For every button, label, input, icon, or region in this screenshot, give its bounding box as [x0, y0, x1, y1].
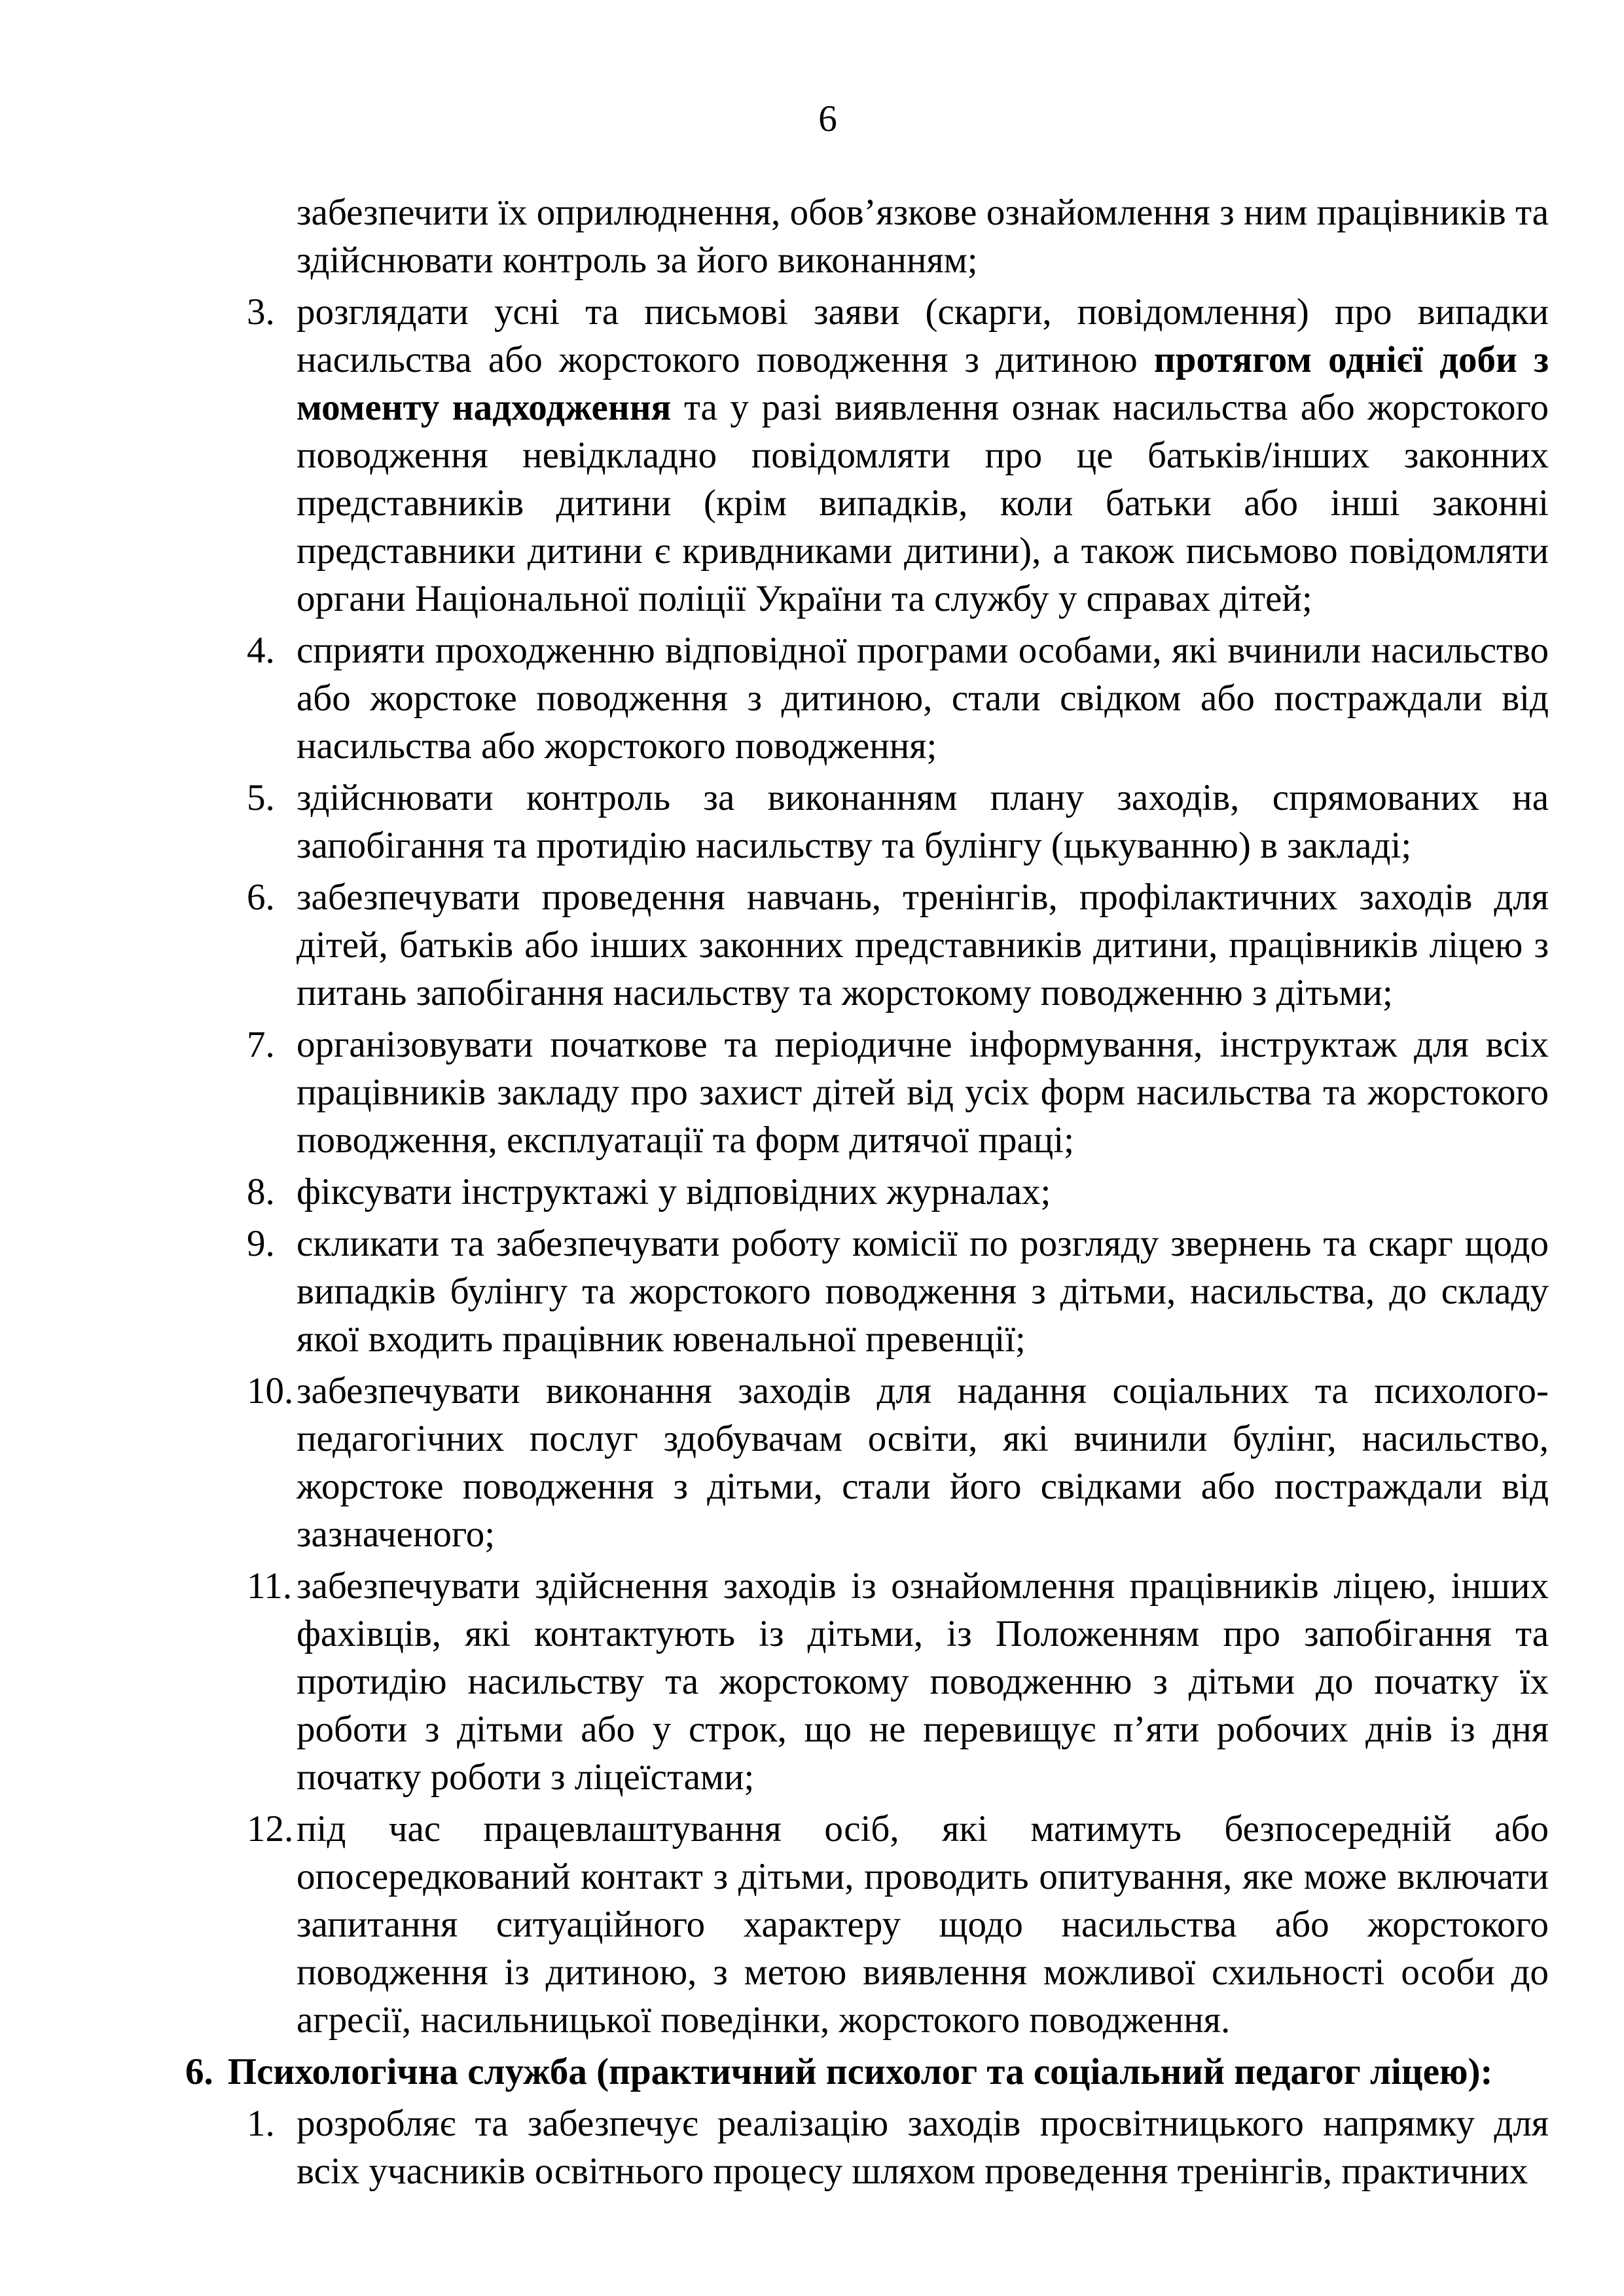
duties-list: [185, 288, 1549, 2044]
section-heading: [185, 2048, 1549, 2096]
continuation-paragraph: забезпечити їх оприлюднення, обов’язкове ознайомлення з ним працівників та здійснювати контроль за його виконанням;: [297, 192, 1549, 281]
list-item: [185, 288, 1549, 623]
list-item-number: 7.: [247, 1024, 275, 1065]
list-item: [185, 1367, 1549, 1558]
list-item: [185, 873, 1549, 1017]
text-segment: розглядати усні та письмові заяви (скарги, повідомлення) про випадки насильства або жорстокого поводження з дитиною: [297, 291, 1549, 380]
section-heading-title: Психологічна служба (практичний психолог та соціальний педагог ліцею):: [227, 2051, 1493, 2092]
text-segment: забезпечувати проведення навчань, тренінгів, профілактичних заходів для дітей, батьків або інших законних представників дитини, працівників ліцею з питань запобігання насильству та жорстокому поводженню з дітьми;: [297, 877, 1549, 1013]
text-segment: та у разі виявлення ознак насильства або жорстокого поводження невідкладно повідомляти про це батьків/інших законних представників дитини (крім випадків, коли батьки або інші законні представники дитини є кривдниками дитини), а також письмово повідомляти органи Національної поліції України та службу у справах дітей;: [297, 387, 1549, 619]
bold-text-segment: протягом однієї доби з моменту надходження: [297, 339, 1549, 428]
list-item: [185, 1021, 1549, 1164]
list-item-number: 1.: [247, 2103, 275, 2144]
text-segment: під час працевлаштування осіб, які матимуть безпосередній або опосередкований контакт з дітьми, проводить опитування, яке може включати запитання ситуаційного характеру щодо насильства або жорстокого поводження із дитиною, з метою виявлення можливої схильності особи до агресії, насильницької поведінки, жорстокого поводження.: [297, 1808, 1549, 2041]
text-segment: забезпечувати виконання заходів для надання соціальних та психолого-педагогічних послуг здобувачам освіти, які вчинили булінг, насильство, жорстоке поводження з дітьми, стали його свідками або постраждали від зазначеного;: [297, 1370, 1549, 1555]
text-segment: фіксувати інструктажі у відповідних журналах;: [297, 1171, 1051, 1212]
section-heading-number: 6.: [185, 2051, 213, 2092]
list-item: [185, 774, 1549, 869]
list-item-number: 10.: [247, 1370, 294, 1412]
list-item: [185, 627, 1549, 770]
text-segment: забезпечувати здійснення заходів із ознайомлення працівників ліцею, інших фахівців, які контактують із дітьми, із Положенням про запобігання та протидію насильству та жорстокому поводженню з дітьми до початку їх роботи з дітьми або у строк, що не перевищує п’яти робочих днів із дня початку роботи з ліцеїстами;: [297, 1565, 1549, 1798]
psych-service-list: [185, 2100, 1549, 2195]
list-item-number: 8.: [247, 1171, 275, 1212]
list-item-number: 4.: [247, 630, 275, 671]
list-item: [185, 1562, 1549, 1801]
list-item-number: 5.: [247, 777, 275, 818]
list-item: [185, 1805, 1549, 2044]
list-item-number: 3.: [247, 291, 275, 333]
list-item-number: 11.: [247, 1565, 293, 1607]
list-item-number: 6.: [247, 877, 275, 918]
text-segment: сприяти проходженню відповідної програми особами, які вчинили насильство або жорстоке поводження з дитиною, стали свідком або постраждали від насильства або жорстокого поводження;: [297, 630, 1549, 767]
list-item: [185, 2100, 1549, 2195]
list-item-number: 9.: [247, 1223, 275, 1264]
list-item: [185, 1220, 1549, 1363]
text-segment: скликати та забезпечувати роботу комісії по розгляду звернень та скарг щодо випадків булінгу та жорстокого поводження з дітьми, насильства, до складу якої входить працівник ювенальної превенції;: [297, 1223, 1549, 1360]
page-number: 6: [818, 98, 837, 139]
list-item: [185, 1168, 1549, 1216]
text-segment: розробляє та забезпечує реалізацію заходів просвітницького напрямку для всіх учасників освітнього процесу шляхом проведення тренінгів, практичних: [297, 2103, 1549, 2192]
text-segment: здійснювати контроль за виконанням плану заходів, спрямованих на запобігання та протидію насильству та булінгу (цькуванню) в закладі;: [297, 777, 1549, 866]
text-segment: організовувати початкове та періодичне інформування, інструктаж для всіх працівників закладу про захист дітей від усіх форм насильства та жорстокого поводження, експлуатації та форм дитячої праці;: [297, 1024, 1549, 1161]
list-item-number: 12.: [247, 1808, 294, 1850]
